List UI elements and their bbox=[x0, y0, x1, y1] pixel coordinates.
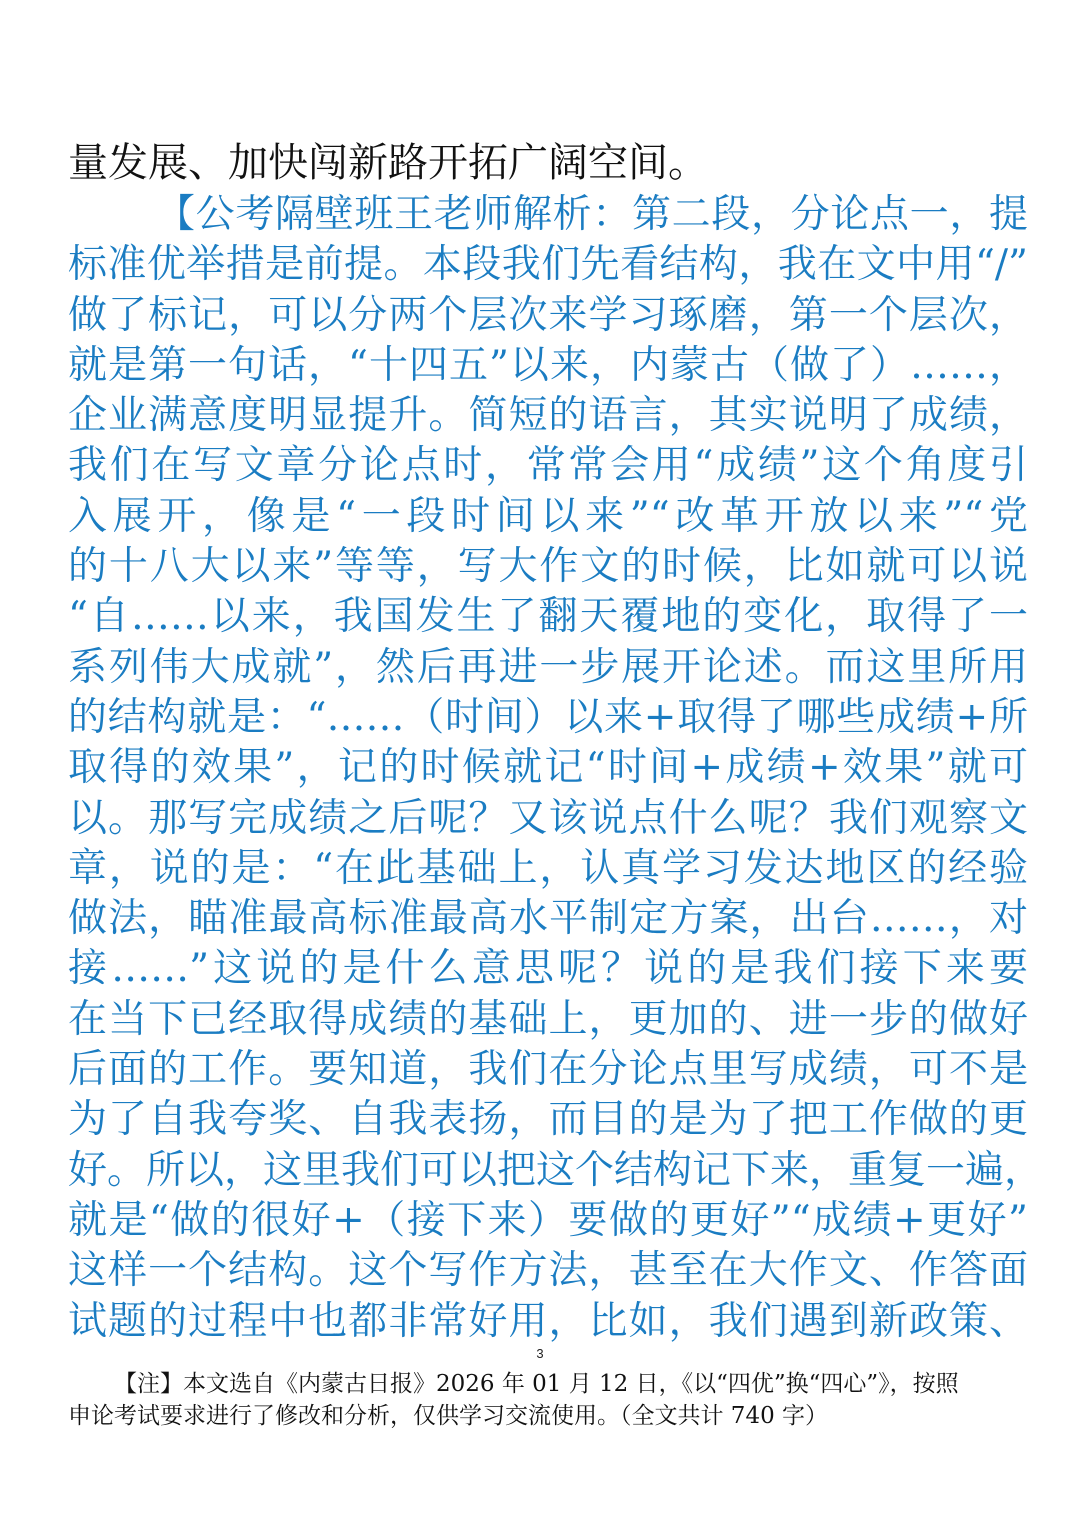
analysis-line: 章，说的是：“在此基础上，认真学习发达地区的经验 bbox=[68, 845, 1028, 891]
analysis-line: 试题的过程中也都非常好用，比如，我们遇到新政策、 bbox=[68, 1298, 1028, 1344]
analysis-line: 系列伟大成就”，然后再进一步展开论述。而这里所用 bbox=[68, 644, 1028, 690]
analysis-line: 的结构就是：“……（时间）以来+取得了哪些成绩+所 bbox=[68, 694, 1028, 740]
analysis-line: 就是第一句话，“十四五”以来，内蒙古（做了）……， bbox=[68, 342, 1028, 388]
analysis-line: 就是“做的很好+（接下来）要做的更好”“成绩+更好” bbox=[68, 1197, 1028, 1243]
analysis-line: 我们在写文章分论点时，常常会用“成绩”这个角度引 bbox=[68, 443, 1028, 489]
analysis-line: 入展开，像是“一段时间以来”“改革开放以来”“党 bbox=[68, 493, 1028, 539]
lead-paragraph-line: 量发展、加快闯新路开拓广阔空间。 bbox=[68, 140, 708, 186]
footnote-line: 申论考试要求进行了修改和分析，仅供学习交流使用。（全文共计 740 字） bbox=[68, 1403, 829, 1429]
analysis-line: 接……”这说的是什么意思呢？说的是我们接下来要 bbox=[68, 946, 1028, 992]
analysis-line: 取得的效果”，记的时候就记“时间+成绩+效果”就可 bbox=[68, 745, 1028, 791]
analysis-line: 做了标记，可以分两个层次来学习琢磨，第一个层次， bbox=[68, 292, 1028, 338]
analysis-paragraph bbox=[68, 190, 1044, 1347]
analysis-line: 标准优举措是前提。本段我们先看结构，我在文中用“/” bbox=[68, 242, 1028, 288]
analysis-line: “自……以来，我国发生了翻天覆地的变化，取得了一 bbox=[68, 594, 1028, 640]
page-number: 3 bbox=[536, 1346, 544, 1361]
analysis-line: 的十八大以来”等等，写大作文的时候，比如就可以说 bbox=[68, 544, 1028, 590]
analysis-line: 好。所以，这里我们可以把这个结构记下来，重复一遍， bbox=[68, 1147, 1044, 1193]
footnote-line: 【注】本文选自《内蒙古日报》2026 年 01 月 12 日，《以“四优”换“四心”》，按照 bbox=[114, 1371, 959, 1397]
footnote bbox=[68, 1368, 1018, 1432]
analysis-line: 【公考隔壁班王老师解析：第二段，分论点一，提 bbox=[156, 192, 1028, 237]
analysis-line: 后面的工作。要知道，我们在分论点里写成绩，可不是 bbox=[68, 1047, 1028, 1093]
analysis-line: 以。那写完成绩之后呢？又该说点什么呢？我们观察文 bbox=[68, 795, 1028, 841]
analysis-line: 企业满意度明显提升。简短的语言，其实说明了成绩， bbox=[68, 393, 1028, 439]
analysis-line: 这样一个结构。这个写作方法，甚至在大作文、作答面 bbox=[68, 1248, 1028, 1294]
analysis-line: 做法，瞄准最高标准最高水平制定方案，出台……，对 bbox=[68, 896, 1028, 942]
analysis-line: 在当下已经取得成绩的基础上，更加的、进一步的做好 bbox=[68, 996, 1028, 1042]
analysis-line: 为了自我夸奖、自我表扬，而目的是为了把工作做的更 bbox=[68, 1097, 1028, 1143]
